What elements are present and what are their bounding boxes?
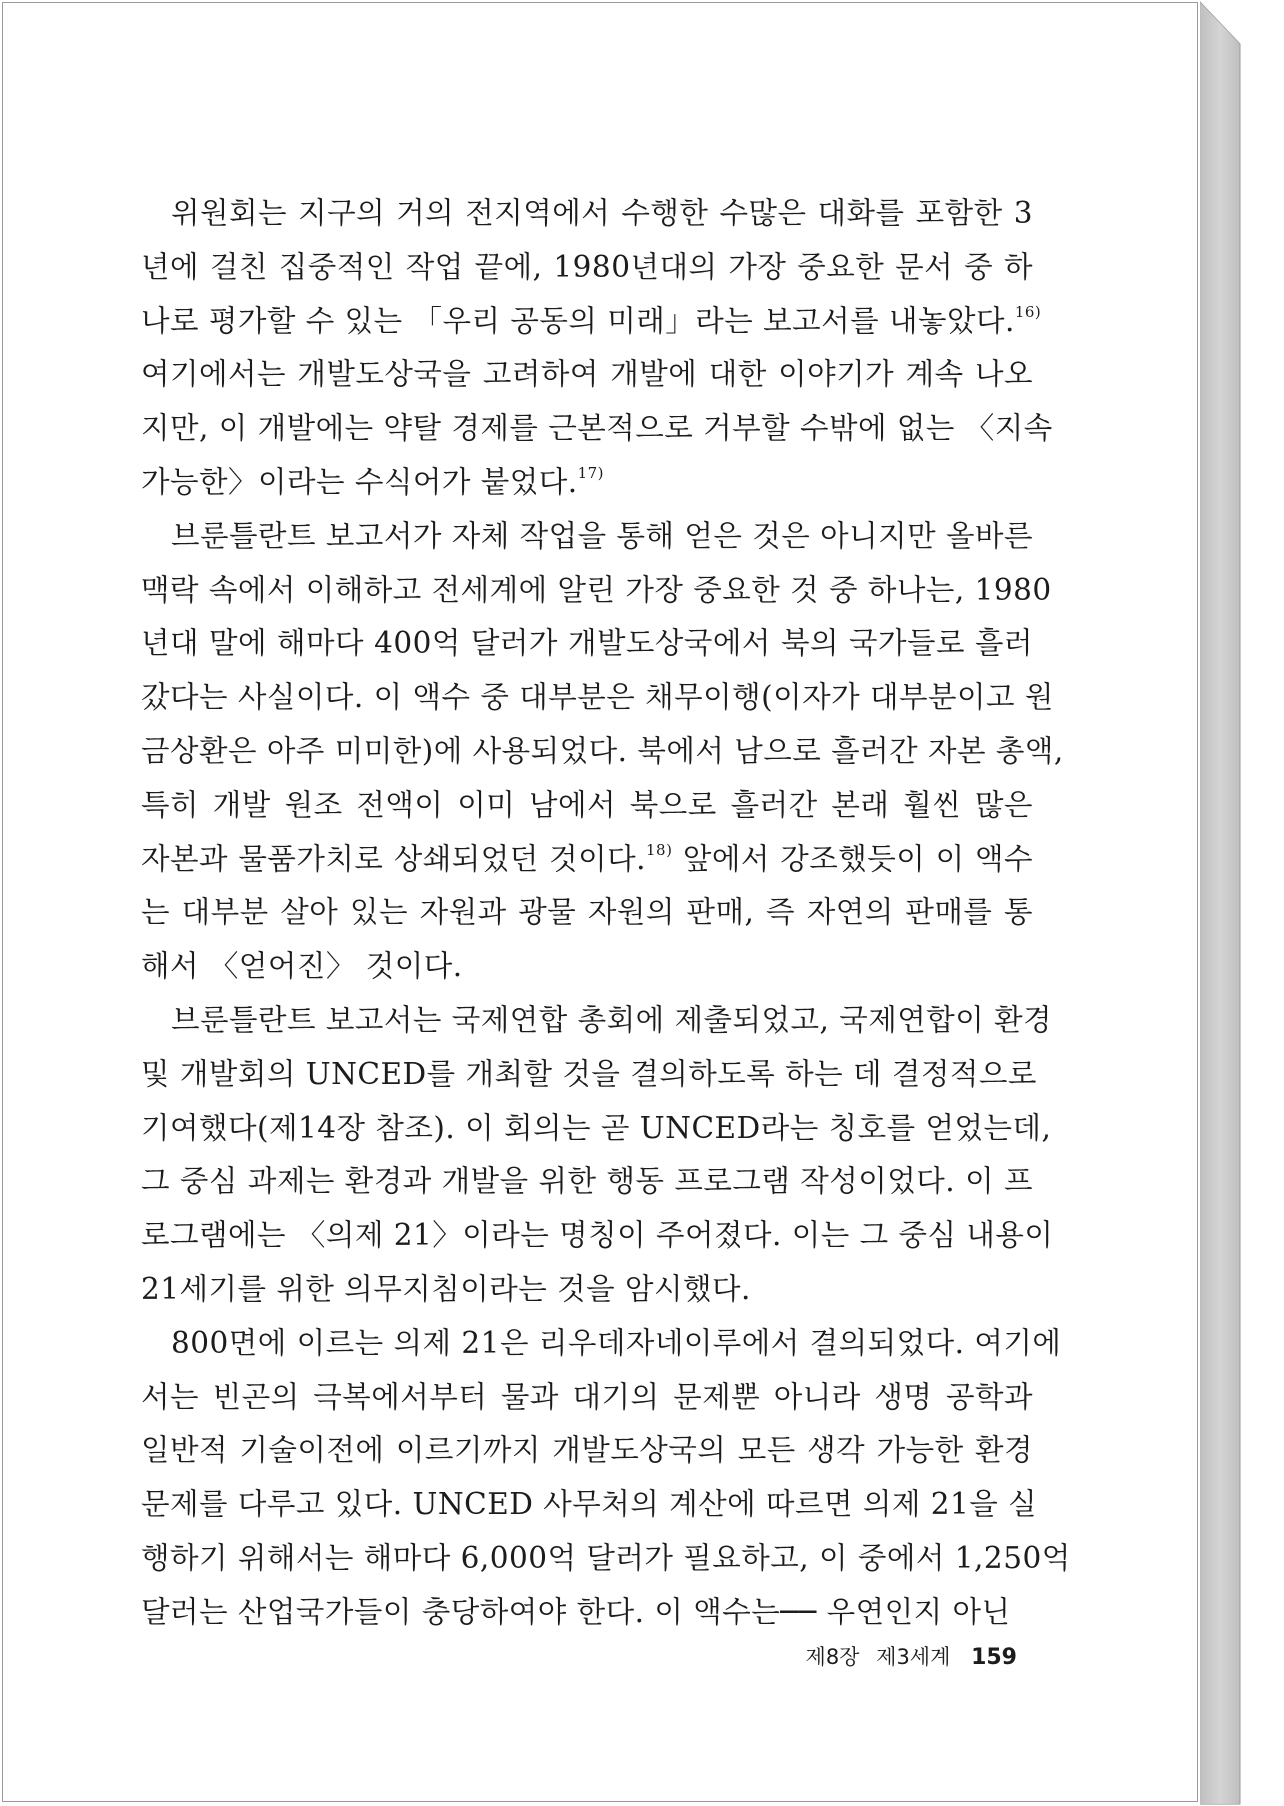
- line-text: 여기에서는 개발도상국을 고려하여 개발에 대한 이야기가 계속 나오: [141, 357, 1033, 392]
- line-text: 문제를 다루고 있다. UNCED 사무처의 계산에 따르면 의제 21을 실: [141, 1487, 1038, 1522]
- line-text: 달러는 산업국가들이 충당하여야 한다. 이 액수는── 우연인지 아닌: [141, 1594, 1011, 1629]
- paragraph: [141, 187, 1053, 510]
- text-line: [141, 1102, 1052, 1156]
- text-line: [141, 994, 1053, 1048]
- text-line: [141, 402, 1053, 456]
- text-line: [141, 187, 1033, 241]
- line-text: 년대 말에 해마다 400억 달러가 개발도상국에서 북의 국가들로 흘러: [141, 626, 1033, 661]
- paragraph: [141, 1317, 1071, 1640]
- text-line: [141, 1532, 1071, 1586]
- text-line: [141, 1155, 1033, 1209]
- text-line: [141, 348, 1033, 402]
- book-page: [2, 2, 1198, 1802]
- line-text-after-note: 앞에서 강조했듯이 이 액수: [672, 841, 1033, 876]
- line-text: 특히 개발 원조 전액이 이미 남에서 북으로 흘러간 본래 훨씬 많은: [141, 787, 1033, 822]
- footnote-marker: 16): [1014, 302, 1042, 321]
- line-text: 21세기를 위한 의무지침이라는 것을 암시했다.: [141, 1271, 751, 1306]
- line-text: 서는 빈곤의 극복에서부터 물과 대기의 문제뿐 아니라 생명 공학과: [141, 1379, 1033, 1414]
- body-text: [141, 187, 1071, 1640]
- paragraph: [141, 994, 1054, 1317]
- text-line: [141, 510, 1033, 564]
- line-text: 및 개발회의 UNCED를 개최할 것을 결의하도록 하는 데 결정적으로: [141, 1056, 1037, 1091]
- book-edge-3d: [1200, 0, 1284, 1806]
- text-line: [141, 671, 1054, 725]
- text-line: [141, 725, 1064, 779]
- text-line: [141, 886, 1033, 940]
- line-text: 년에 걸친 집중적인 작업 끝에, 1980년대의 가장 중요한 문서 중 하: [141, 249, 1033, 284]
- line-text: 갔다는 사실이다. 이 액수 중 대부분은 채무이행(이자가 대부분이고 원: [141, 680, 1054, 715]
- text-line: [141, 295, 1042, 349]
- page-number: 159: [971, 1645, 1017, 1670]
- text-line: [141, 241, 1033, 295]
- text-line: [141, 940, 1033, 994]
- text-line: [141, 1209, 1054, 1263]
- line-text: 행하기 위해서는 해마다 6,000억 달러가 필요하고, 이 중에서 1,250억: [141, 1540, 1071, 1575]
- line-text: 맥락 속에서 이해하고 전세계에 알린 가장 중요한 것 중 하나는, 1980: [141, 572, 1052, 607]
- text-line: [141, 1424, 1033, 1478]
- line-text: 자본과 물품가치로 상쇄되었던 것이다.: [141, 841, 647, 876]
- text-line: [141, 1317, 1062, 1371]
- line-text: 지만, 이 개발에는 약탈 경제를 근본적으로 거부할 수밖에 없는 〈지속: [141, 411, 1053, 446]
- line-text: 가능한〉이라는 수식어가 붙었다.: [141, 464, 578, 499]
- line-text: 로그램에는 〈의제 21〉이라는 명칭이 주어졌다. 이는 그 중심 내용이: [141, 1218, 1054, 1253]
- line-text: 기여했다(제14장 참조). 이 회의는 곧 UNCED라는 칭호를 얻었는데,: [141, 1110, 1052, 1145]
- text-line: [141, 779, 1033, 833]
- line-text: 일반적 기술이전에 이르기까지 개발도상국의 모든 생각 가능한 환경: [141, 1433, 1033, 1468]
- text-line: [141, 564, 1052, 618]
- text-line: [141, 456, 1033, 510]
- line-text: 그 중심 과제는 환경과 개발을 위한 행동 프로그램 작성이었다. 이 프: [141, 1164, 1033, 1199]
- footnote-marker: 17): [577, 463, 605, 482]
- text-line: [141, 1263, 1033, 1317]
- line-text: 금상환은 아주 미미한)에 사용되었다. 북에서 남으로 흘러간 자본 총액,: [141, 733, 1064, 768]
- paragraph: [141, 510, 1064, 994]
- line-text: 는 대부분 살아 있는 자원과 광물 자원의 판매, 즉 자연의 판매를 통: [141, 895, 1033, 930]
- text-line: [141, 1371, 1033, 1425]
- line-text: 800면에 이르는 의제 21은 리우데자네이루에서 결의되었다. 여기에: [171, 1325, 1062, 1360]
- line-text: 위원회는 지구의 거의 전지역에서 수행한 수많은 대화를 포함한 3: [171, 196, 1033, 230]
- footer-section: 제3세계: [876, 1645, 951, 1669]
- line-text: 해서 〈얻어진〉 것이다.: [141, 949, 463, 984]
- line-text: 브룬틀란트 보고서는 국제연합 총회에 제출되었고, 국제연합이 환경: [171, 1002, 1053, 1037]
- text-line: [141, 1586, 1033, 1640]
- running-footer: [793, 1641, 1017, 1671]
- footnote-marker: 18): [646, 840, 673, 859]
- text-line: [141, 617, 1033, 671]
- text-line: [141, 1048, 1037, 1102]
- footer-chapter: 제8장: [805, 1645, 860, 1669]
- line-text: 나로 평가할 수 있는 「우리 공동의 미래」라는 보고서를 내놓았다.: [141, 303, 1015, 338]
- text-line: [141, 1478, 1038, 1532]
- text-line: [141, 833, 1033, 887]
- line-text: 브룬틀란트 보고서가 자체 작업을 통해 얻은 것은 아니지만 올바른: [171, 518, 1033, 553]
